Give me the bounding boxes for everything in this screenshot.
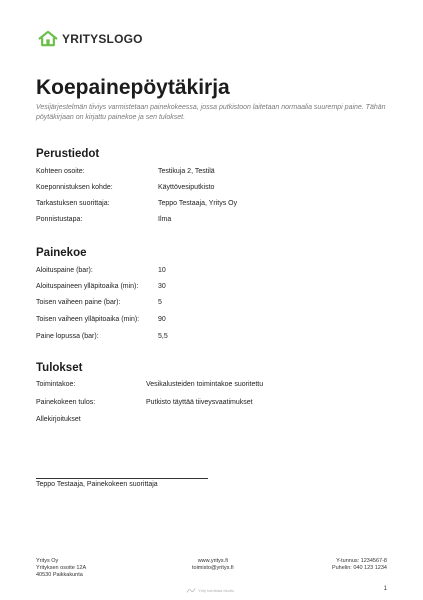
page-title: Koepainepöytäkirja [36, 76, 230, 99]
test-row [36, 299, 162, 306]
company-logo [38, 30, 143, 47]
row-label: Kohteen osoite: [36, 168, 85, 175]
test-row [36, 316, 166, 323]
row-value: 5,5 [158, 333, 168, 340]
footer-contact [192, 558, 234, 572]
row-label: Koeponnistuksen kohde: [36, 184, 113, 191]
footer-email-link[interactable]: toimisto@yritys.fi [192, 565, 234, 571]
row-value: Testikuja 2, Testilä [158, 168, 215, 175]
logo-text: YRITYSLOGO [62, 31, 143, 46]
row-label: Toimintakoe: [36, 381, 76, 388]
row-value: Teppo Testaaja, Yritys Oy [158, 200, 238, 207]
row-value: Ilma [158, 216, 172, 223]
footer-web-link[interactable]: www.yritys.fi [197, 558, 228, 564]
row-value: 5 [158, 299, 162, 306]
section-heading-basics: Perustiedot [36, 148, 100, 160]
row-label: Toisen vaiheen paine (bar): [36, 299, 121, 306]
bottom-brand [186, 586, 234, 594]
footer-street: Yrityksen osoite 12A [36, 565, 87, 571]
footer-company: Yritys Oy [36, 558, 59, 564]
test-row [36, 267, 166, 274]
row-label: Aloituspaine (bar): [36, 267, 93, 274]
row-value: Käyttövesiputkisto [158, 184, 215, 191]
result-row [36, 399, 253, 406]
row-value: 10 [158, 267, 166, 274]
bottom-brand-text: Yrity toimittaa ekuito [198, 587, 235, 593]
footer-business-id: Y-tunnus: 1234567-8 [336, 558, 387, 564]
section-heading-results: Tulokset [36, 362, 83, 374]
test-row [36, 333, 168, 340]
row-label: Paine lopussa (bar): [36, 333, 99, 340]
footer-city: 40530 Paikkakunta [36, 572, 83, 578]
row-value: 30 [158, 283, 166, 290]
row-value: 90 [158, 316, 166, 323]
info-row [36, 184, 214, 191]
section-heading-test: Painekoe [36, 247, 87, 259]
info-row [36, 216, 171, 223]
row-label: Aloituspaineen ylläpitoaika (min): [36, 283, 139, 290]
row-label: Ponnistustapa: [36, 216, 83, 223]
footer-address [36, 558, 86, 579]
signature-caption: Teppo Testaaja, Painekokeen suorittaja [36, 481, 158, 488]
signature-pen-icon [186, 586, 196, 594]
info-row [36, 200, 237, 207]
row-label: Painekokeen tulos: [36, 399, 96, 406]
row-label: Tarkastuksen suorittaja: [36, 200, 110, 207]
row-label: Toisen vaiheen ylläpitoaika (min): [36, 316, 140, 323]
page-number: 1 [383, 586, 387, 592]
signature-line [36, 478, 208, 479]
row-value: Vesikalusteiden toimintakoe suoritettu [146, 381, 264, 388]
signatures-label: Allekirjoitukset [36, 416, 81, 423]
intro-text: Vesijärjestelmän tiiviys varmistetaan painekokeessa, jossa putkistoon laitetaan normaalia suurempi paine. Tähän pöytäkirjaan on kirjattu painekoe ja sen tulokset. [36, 104, 386, 121]
footer-ids [332, 558, 387, 572]
house-logo-icon [38, 30, 58, 47]
info-row [36, 168, 215, 175]
footer-phone: Puhelin: 040 123 1234 [331, 565, 387, 571]
row-value: Putkisto täyttää tiiveysvaatimukset [146, 399, 253, 406]
test-row [36, 283, 166, 290]
result-row [36, 381, 263, 388]
